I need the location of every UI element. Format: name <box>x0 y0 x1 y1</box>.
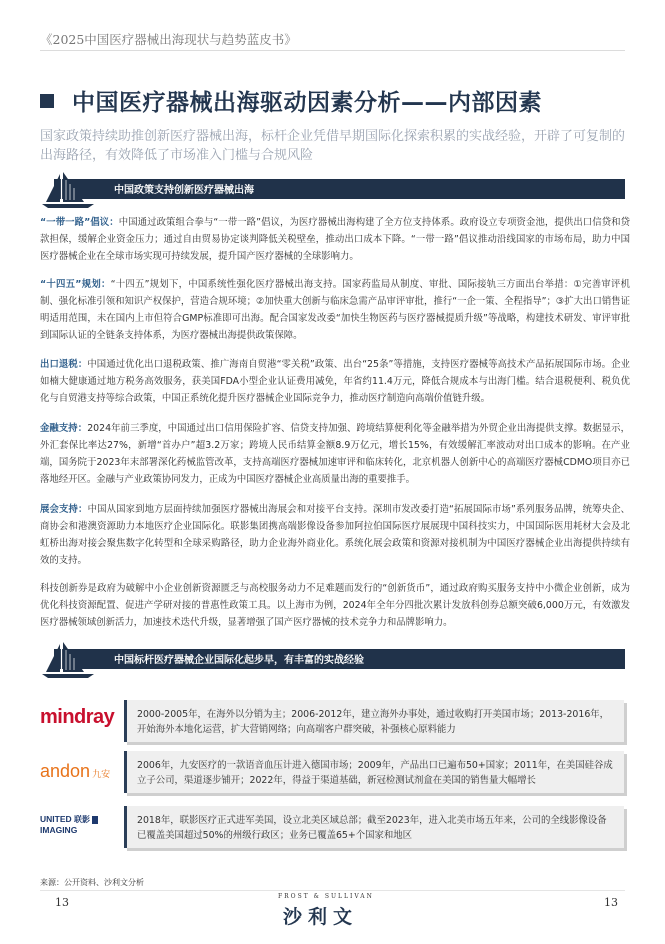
paragraph-text: “十四五”规划下，中国系统性强化医疗器械出海支持。国家药监局从制度、审批、国际接轨三方面出台举措：①完善审评机制、强化标准引领和知识产权保护，营造合规环境；②加快重大创新与临床急需产品审评审批，推行“一企一策、全程指导”；③扩大出口销售证明适用范围，未在国内上市但符合GMP标准即可出海。配合国家发改委“加快生物医药与医疗器械提质升级”等战略，构建技术研发、审评审批到国际认证的全链条支持体系，为医疗器械出海提供政策保障。 <box>40 279 631 341</box>
paragraph-text: 2024年前三季度，中国通过出口信用保险扩容、信贷支持加强、跨境结算便利化等金融举措为外贸企业出海提供支撑。数据显示，外汇套保比率达27%，新增“首办户”超3.2万家；跨境人民币结算金额8.9万亿元，增长15%，有效缓解汇率波动对出口成本的影响。在产业端，国务院于2023年末部署深化药械监管改革，支持高端医疗器械加速审评和临床转化，北京机器人创新中心的高端医疗器械CDMO项目亦已落地经开区。金融与产业政策协同发力，正成为中国医疗器械企业高质量出海的重要推手。 <box>40 423 630 485</box>
united-imaging-logo-text: UNITED <box>40 814 72 824</box>
page-number-left: 13 <box>55 896 69 909</box>
company-card-text: 2006年，九安医疗的一款语音血压计进入德国市场；2009年，产品出口已遍布50+国家；2011年，在美国硅谷成立子公司，渠道逐步铺开；2022年，得益于渠道基础，新冠检测试剂盒在美国的销售量大幅增长 <box>137 760 613 786</box>
header-divider <box>40 50 625 51</box>
paragraph-financial-support <box>40 420 630 488</box>
mindray-logo <box>40 706 120 729</box>
footer-divider <box>40 890 625 891</box>
paragraph-export-rebate <box>40 356 630 407</box>
page-number-right: 13 <box>604 896 618 909</box>
andon-logo-text: andon <box>40 761 91 781</box>
united-imaging-mark-icon <box>92 816 98 824</box>
paragraph-exhibition-support <box>40 501 630 569</box>
company-card-mindray <box>124 700 624 742</box>
banner-label: 中国政策支持创新医疗器械出海 <box>114 185 254 196</box>
source-note: 来源：公开资料、沙利文分析 <box>40 878 144 887</box>
paragraph-key: “十四五”规划： <box>40 279 111 290</box>
paragraph-text: 科技创新券是政府为破解中小企业创新资源匮乏与高校服务动力不足难题而发行的“创新货币”，通过政府购买服务支持中小微企业创新，成为优化科技资源配置、促进产学研对接的普惠性政策工具。以上海市为例，2024年全年分四批次累计发放科创券总额突破6,000万元，有效激发医疗器械领域创新活力，加速技术迭代升级，显著增强了国产医疗器械的技术竞争力和品牌影响力。 <box>40 583 630 628</box>
company-card-andon <box>124 751 624 793</box>
sailboat-icon <box>40 172 96 208</box>
paragraph-innovation-voucher <box>40 580 630 631</box>
paragraph-key: 展会支持： <box>40 504 88 515</box>
section-title: 中国医疗器械出海驱动因素分析——内部因素 <box>72 90 542 116</box>
andon-logo <box>40 761 120 782</box>
paragraph-key: 出口退税： <box>40 359 88 370</box>
united-imaging-logo-cn: 联影 <box>74 815 91 824</box>
paragraph-text: 中国从国家到地方层面持续加强医疗器械出海展会和对接平台支持。深圳市发改委打造“拓展国际市场”系列服务品牌，统筹央企、商协会和港澳资源助力本地医疗企业国际化。联影集团携高端影像设备参加阿拉伯国际医疗展展现中国科技实力，中国国际医用耗材大会及北虹桥出海对接会聚焦数字化转型和全球采购路径，助力企业海外商业化。系统化展会政策和资源对接机制为中国医疗器械企业出海提供持续有效的支持。 <box>40 504 630 566</box>
banner-label: 中国标杆医疗器械企业国际化起步早，有丰富的实战经验 <box>114 655 364 666</box>
document-title: 《2025中国医疗器械出海现状与趋势蓝皮书》 <box>40 32 297 47</box>
paragraph-14th-five-year <box>40 276 630 344</box>
banner-policy-support <box>40 172 625 208</box>
company-card-text: 2018年，联影医疗正式进军美国，设立北美区域总部；截至2023年，进入北美市场五年来，公司的全线影像设备已覆盖美国超过50%的州级行政区；业务已覆盖65+个国家和地区 <box>137 815 607 841</box>
paragraph-belt-road <box>40 214 630 265</box>
banner-benchmark-companies <box>40 642 625 678</box>
united-imaging-logo-text2: IMAGING <box>40 825 78 835</box>
section-subtitle: 国家政策持续助推创新医疗器械出海，标杆企业凭借早期国际化探索积累的实战经验，开辟了可复制的出海路径，有效降低了市场准入门槛与合规风险 <box>40 129 626 163</box>
brand-name-en: FROST & SULLIVAN <box>278 893 374 900</box>
paragraph-text: 中国通过优化出口退税政策、推广海南自贸港“零关税”政策、出台“25条”等措施，支持医疗器械等高技术产品拓展国际市场。企业如楠大健康通过地方税务高效服务，获美国FDA小型企业认证费用减免，年省约11.4万元，降低合规成本与出海门槛。结合退税便利、税负优化与自贸港支持等综合政策，中国正系统化提升医疗器械企业国际竞争力，推动医疗制造向高端价值链升级。 <box>40 359 630 404</box>
brand-logo-cn: 沙利文 <box>283 906 359 928</box>
mindray-logo-text: mindray <box>40 706 115 728</box>
united-imaging-logo <box>40 814 120 835</box>
andon-logo-cn: 九安 <box>92 770 111 780</box>
company-card-united-imaging <box>124 806 624 848</box>
paragraph-text: 中国通过政策组合拳与“一带一路”倡议，为医疗器械出海构建了全方位支持体系。政府设立专项资金池，提供出口信贷和贷款担保，缓解企业资金压力；通过自由贸易协定谈判降低关税壁垒，推动出口成本下降。“一带一路”倡议推动沿线国家的市场布局，助力中国医疗器械企业在全球市场实现可持续发展，提升国产医疗器械的全球影响力。 <box>40 217 631 262</box>
paragraph-key: 金融支持： <box>40 423 88 434</box>
sailboat-icon <box>40 642 96 678</box>
company-card-text: 2000-2005年，在海外以分销为主；2006-2012年，建立海外办事处，通过收购打开美国市场；2013-2016年，开始海外本地化运营，扩大营销网络；向高端客户群突破，补强核心原料能力 <box>137 709 610 735</box>
section-bullet-square <box>40 94 54 108</box>
paragraph-key: “一带一路”倡议： <box>40 217 119 228</box>
